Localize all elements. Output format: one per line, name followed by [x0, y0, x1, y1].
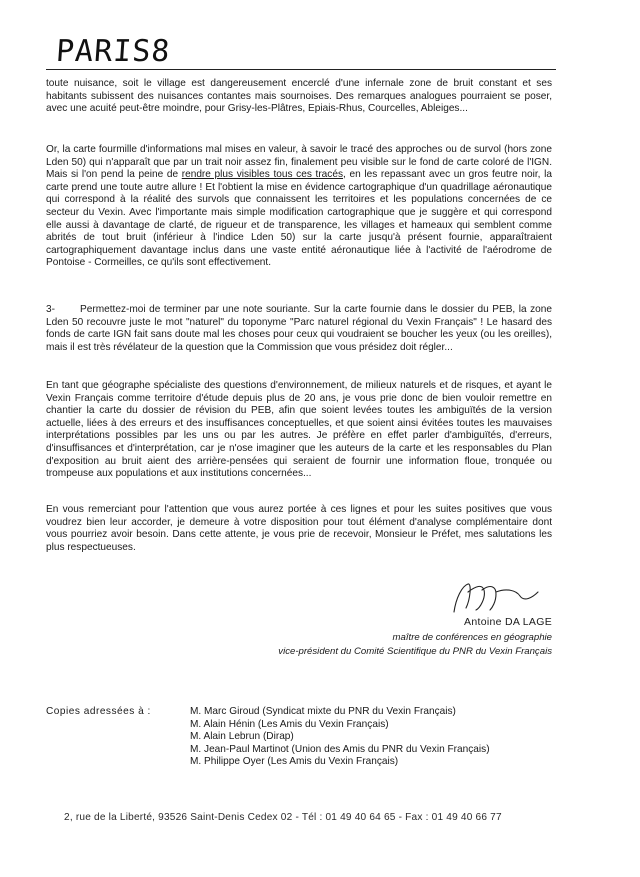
letterhead [46, 34, 556, 74]
paragraph-2-underlined: rendre plus visibles tous ces tracés [181, 169, 344, 181]
paragraph-2-text-a: Or, la carte fourmille d'informations mal mises en valeur, à savoir le tracé des approches ou de survol (hors zone Lden 50) qui n'apparaît que par un trait noir assez fin, finalement peu visible sur le fond de carte coloré de l'IGN. Mais si l'on pend la peine de [46, 144, 552, 181]
paragraph-3-text: Permettez-moi de terminer par une note souriante. Sur la carte fournie dans le dossier du PEB, la zone Lden 50 recouvre juste le mot "naturel" du toponyme "Parc naturel régional du Vexin Français" ! Le hasard des fonds de carte IGN fait sans doute mal les choses pour ceux qui voudraient se boucher les yeux (ou les oreilles), mais il est très révélateur de la question que la Commission que vous présidez doit régler... [46, 304, 552, 353]
list-item: M. Alain Lebrun (Dirap) [190, 731, 294, 743]
copies-label: Copies adressées à : [46, 706, 151, 717]
paragraph-2 [46, 144, 552, 270]
letterhead-title: PARIS8 [54, 34, 172, 69]
list-item: M. Marc Giroud (Syndicat mixte du PNR du Vexin Français) [190, 706, 456, 717]
paragraph-5-closing: En vous remerciant pour l'attention que vous aurez portée à ces lignes et pour les suites positives que vous voudrez bien leur accorder, je demeure à votre disposition pour tout élément d'analyse complémentaire dont vous pourriez avoir besoin. Dans cette attente, je vous prie de recevoir, Monsieur le Préfet, mes salutations les plus respectueuses. [46, 504, 552, 553]
paragraph-1: toute nuisance, soit le village est dangereusement encerclé d'une infernale zone de bruit constant et ses habitants subissent des nuisances contantes mais sournoises. Des remarques analogues pourraient se poser, avec une acuité peut-être moindre, pour Grisy-les-Plâtres, Epiais-Rhus, Courcelles, Ableiges... [46, 78, 552, 115]
footer-address: 2, rue de la Liberté, 93526 Saint-Denis Cedex 02 - Tél : 01 49 40 64 65 - Fax : 01 49 40 66 77 [64, 812, 502, 823]
list-item: M. Alain Hénin (Les Amis du Vexin Français) [190, 718, 389, 730]
paragraph-2-text-b: , en les repassant avec un gros feutre noir, la carte prend une toute autre allure ! Et l'obtient la mise en évidence cartographique d'un quadrillage aéronautique qui correspond à la réalité des survols que connaissent les territoires et les populations concernées de ce secteur du Vexin. Avec l'importante mais simple modification cartographique que je suggère et qui correspond elle aussi à davantage de clarté, de rigueur et de transparence, les villages et hameaux qui semblent comme abrités de tout bruit (inférieur à l'indice Lden 50) sur la carte jusqu'à présent fournie, apparaîtraient cartographiquement davantage inclus dans une vaste entité aéronautique liée à l'activité de l'aérodrome de Pontoise - Cormeilles, ce qu'ils sont effectivement. [46, 169, 552, 269]
list-item: M. Philippe Oyer (Les Amis du Vexin Français) [190, 756, 399, 768]
signatory-name: Antoine DA LAGE [464, 616, 552, 628]
copies-recipient-list [190, 706, 490, 769]
paragraph-3-number: 3- [46, 304, 55, 315]
paragraph-3 [46, 304, 552, 354]
paragraph-4: En tant que géographe spécialiste des questions d'environnement, de milieux naturels et de risques, et ayant le Vexin Français comme territoire d'étude depuis plus de 20 ans, je vous prie donc de bien vouloir remettre en chantier la carte du dossier de révision du PEB, afin que soient levées toutes les ambiguïtés de la version actuelle, liées à des erreurs et des insuffisances conceptuelles, et que soient ainsi évitées toutes les mauvaises interprétations possibles par les uns ou par les autres. Je préfère en effet parler d'ambiguïtés, d'erreurs, d'insuffisances et d'interprétation, car je n'ose imaginer que les auteurs de la carte et les responsables du Plan d'exposition au bruit aient des arrière-pensées qui seraient de fournir une information floue, tronquée ou trompeuse aux populations et aux institutions concernées... [46, 380, 552, 480]
list-item: M. Jean-Paul Martinot (Union des Amis du PNR du Vexin Français) [190, 743, 490, 755]
signatory-title-2: vice-président du Comité Scientifique du PNR du Vexin Français [278, 646, 552, 657]
signatory-title-1: maître de conférences en géographie [392, 632, 552, 643]
letterhead-rule [46, 69, 556, 70]
